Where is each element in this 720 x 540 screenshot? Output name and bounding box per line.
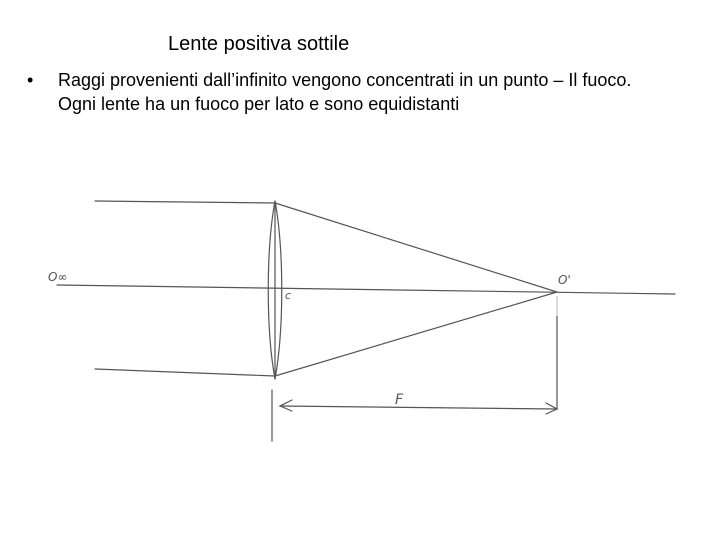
bullet-marker: •	[27, 70, 34, 90]
refracted-ray-bottom	[275, 292, 557, 376]
incoming-ray-bottom	[95, 369, 275, 376]
slide-title: Lente positiva sottile	[168, 33, 350, 55]
image-point-label: O'	[558, 273, 571, 287]
bullet-line-2: Ogni lente ha un fuoco per lato e sono equidistanti	[58, 94, 460, 114]
incoming-ray-top	[95, 201, 275, 203]
refracted-ray-top	[275, 203, 557, 292]
focal-length-label: F	[395, 392, 404, 408]
lens-center-label: c	[285, 289, 292, 302]
focal-length-line	[280, 406, 557, 409]
bullet-line-1: Raggi provenienti dall’infinito vengono concentrati in un punto – Il fuoco.	[58, 70, 632, 90]
object-at-infinity-label: O∞	[48, 270, 68, 284]
optical-axis	[57, 285, 675, 294]
